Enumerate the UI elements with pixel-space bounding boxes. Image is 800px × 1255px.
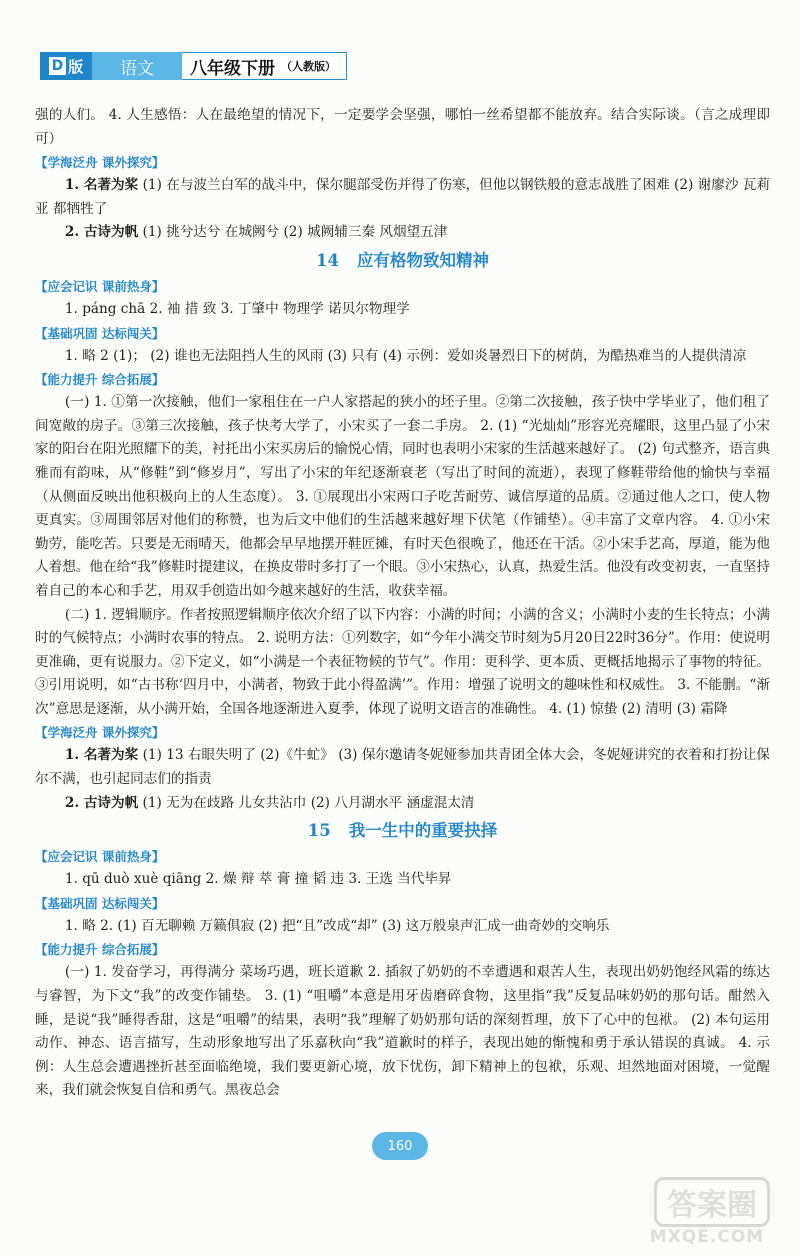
lesson-number: 15 — [307, 821, 331, 841]
edition-badge — [40, 52, 92, 80]
section-label: 【学海泛舟 课外探究】 — [35, 155, 165, 171]
item-lead: 2. 古诗为帆 — [64, 794, 139, 811]
lesson-title-text: 应有格物致知精神 — [356, 250, 489, 270]
item-lead: 2. 古诗为帆 — [64, 224, 139, 241]
watermark-url: MXQE.COM — [649, 1227, 765, 1247]
answer-text: 1. qū duò xuè qiāng 2. 燥 辩 萃 膏 撞 韬 违 3. 王选 当代毕昇 — [64, 871, 452, 888]
answer-paragraph — [35, 298, 770, 322]
answer-paragraph — [35, 104, 770, 151]
answer-text: 1. páng chā 2. 袖 措 致 3. 丁肇中 物理学 诺贝尔物理学 — [64, 300, 410, 317]
section-label: 【应会记识 课前热身】 — [35, 278, 165, 294]
answer-text: (一) 1. ①第一次接触，他们一家租住在一户人家搭起的狭小的坯子里。②第二次接触，孩子快中学毕业了，他们租了间宽敞的房子。③第三次接触，孩子快考大学了，小宋买了一套二手房。 2. (1) “光灿灿”形容光亮耀眼，这里凸显了小宋家的阳台在阳光照耀下的美，衬托出小宋买房后的愉悦心情，同时也表明小宋家的生活越来越好了。 (2) 句式整齐，语言典雅而有韵味，从“修鞋”到“修岁月”，写出了小宋的年纪逐渐衰老（写出了时间的流逝），表现了修鞋带给他的愉快与幸福（从侧面反映出他积极向上的人生态度）。 3. ①展现出小宋两口子吃苦耐劳、诚信厚道的品质。②通过他人之口，使人物更真实。③周围邻居对他们的称赞，也为后文中他们的生活越来越好埋下伏笔（作铺垫）。④丰富了文章内容。 4. ①小宋勤劳，能吃苦。只要是无雨晴天，他都会早早地摆开鞋匠摊，有时天色很晚了，他还在干活。②小宋手艺高，厚道，能为他人着想。他在给“我”修鞋时提建议，在换皮带时多打了一个眼。③小宋热心，认真，热爱生活。他没有改变初衷，一直坚持着自己的本心和手艺，用双手创造出如今越来越好的生活，收获幸福。 — [35, 394, 770, 599]
item-lead: 1. 名著为桨 — [64, 177, 139, 194]
lesson-title-text: 我一生中的重要抉择 — [348, 821, 498, 841]
answer-paragraph — [35, 391, 770, 603]
answer-paragraph — [35, 961, 770, 1103]
watermark-logo: 答案圈 — [654, 1177, 770, 1227]
subject-label: 语文 — [92, 52, 182, 80]
answer-text: (一) 1. 发奋学习，再得满分 菜场巧遇，班长道歉 2. 插叙了奶奶的不幸遭遇和艰苦人生，表现出奶奶饱经风霜的练达与睿智，为下文“我”的改变作铺垫。 3. (1) “咀嚼”本意是用牙齿磨碎食物，这里指“我”反复品味奶奶的那句话。酣然入睡，是说“我”睡得香甜，这是“咀嚼”的结果，表明“我”理解了奶奶那句话的深刻哲理，放下了心中的包袱。 (2) 本句运用动作、神态、语言描写，生动形象地写出了乐嘉秋向“我”道歉时的样子，表现出她的惭愧和勇于承认错误的真诚。 4. 示例：人生总会遭遇挫折甚至面临绝境，我们要更新心境，放下忧伤，卸下精神上的包袱，乐观、坦然地面对困境，一觉醒来，我们就会恢复自信和勇气。黑夜总会 — [35, 964, 770, 1099]
watermark — [632, 1177, 782, 1247]
lesson-number: 14 — [316, 250, 339, 270]
section-label: 【基础巩固 达标闯关】 — [35, 325, 165, 341]
answer-text: (1) 13 右眼失明了 (2)《牛虻》 (3) 保尔邀请冬妮娅参加共青团全体大会，冬妮娅讲究的衣着和打扮让保尔不满，也引起同志们的指责 — [35, 747, 770, 788]
answer-paragraph — [35, 345, 770, 369]
book-title-box — [182, 52, 347, 80]
answer-paragraph — [35, 604, 770, 722]
edition-letter: D — [49, 57, 67, 75]
answer-text: 强的人们。 4. 人生感悟：人在最绝望的情况下，一定要学会坚强，哪怕一丝希望都不能放弃。结合实际谈。（言之成理即可） — [35, 107, 770, 147]
edition-label: （人教版） — [281, 60, 336, 73]
answer-paragraph — [35, 174, 770, 221]
answer-paragraph — [35, 221, 770, 245]
answer-text: (1) 无为在歧路 儿女共沾巾 (2) 八月湖水平 涵虚混太清 — [138, 794, 475, 811]
answer-content — [35, 104, 770, 1103]
lesson-title — [35, 247, 770, 274]
book-header — [40, 52, 347, 80]
section-label: 【能力提升 综合拓展】 — [35, 942, 165, 958]
answer-paragraph — [35, 744, 770, 791]
answer-text: 1. 略 2 (1)； (2) 谁也无法阻挡人生的风雨 (3) 只有 (4) 示例：爱如炎暑烈日下的树荫，为酷热难当的人提供清凉 — [64, 347, 747, 364]
answer-text: (1) 挑兮达兮 在城阙兮 (2) 城阙辅三秦 风烟望五津 — [138, 224, 448, 241]
answer-paragraph — [35, 915, 770, 939]
answer-text: (二) 1. 逻辑顺序。作者按照逻辑顺序依次介绍了以下内容：小满的时间；小满的含义；小满时小麦的生长特点；小满时的气候特点；小满时农事的特点。 2. 说明方法：①列数字，如“今年小满交节时刻为5月20日22时36分”。作用：使说明更准确，更有说服力。②下定义，如“小满是一个表征物候的节气”。作用：更科学、更本质、更概括地揭示了事物的特征。③引用说明，如“古书称‘四月中，小满者，物致于此小得盈满’”。作用：增强了说明文的趣味性和权威性。 3. 不能删。“渐次”意思是逐渐，从小满开始，全国各地逐渐进入夏季，体现了说明文语言的准确性。 4. (1) 惊蛰 (2) 清明 (3) 霜降 — [35, 606, 770, 717]
section-label: 【能力提升 综合拓展】 — [35, 372, 165, 388]
section-label: 【基础巩固 达标闯关】 — [35, 895, 165, 911]
section-label: 【应会记识 课前热身】 — [35, 849, 165, 865]
lesson-title — [35, 817, 770, 844]
answer-text: (1) 在与波兰白军的战斗中，保尔腿部受伤并得了伤寒，但他以钢铁般的意志战胜了困难 (2) 谢廖沙 瓦莉亚 都牺牲了 — [35, 177, 770, 217]
edition-suffix: 版 — [68, 57, 84, 76]
book-title: 八年级下册 — [190, 58, 275, 79]
answer-text: 1. 略 2. (1) 百无聊赖 万籁俱寂 (2) 把“且”改成“却” (3) 这万般泉声汇成一曲奇妙的交响乐 — [64, 917, 610, 934]
answer-paragraph — [35, 792, 770, 816]
page-number: 160 — [372, 1132, 428, 1160]
section-label: 【学海泛舟 课外探究】 — [35, 725, 165, 741]
answer-paragraph — [35, 868, 770, 892]
item-lead: 1. 名著为桨 — [64, 747, 139, 764]
